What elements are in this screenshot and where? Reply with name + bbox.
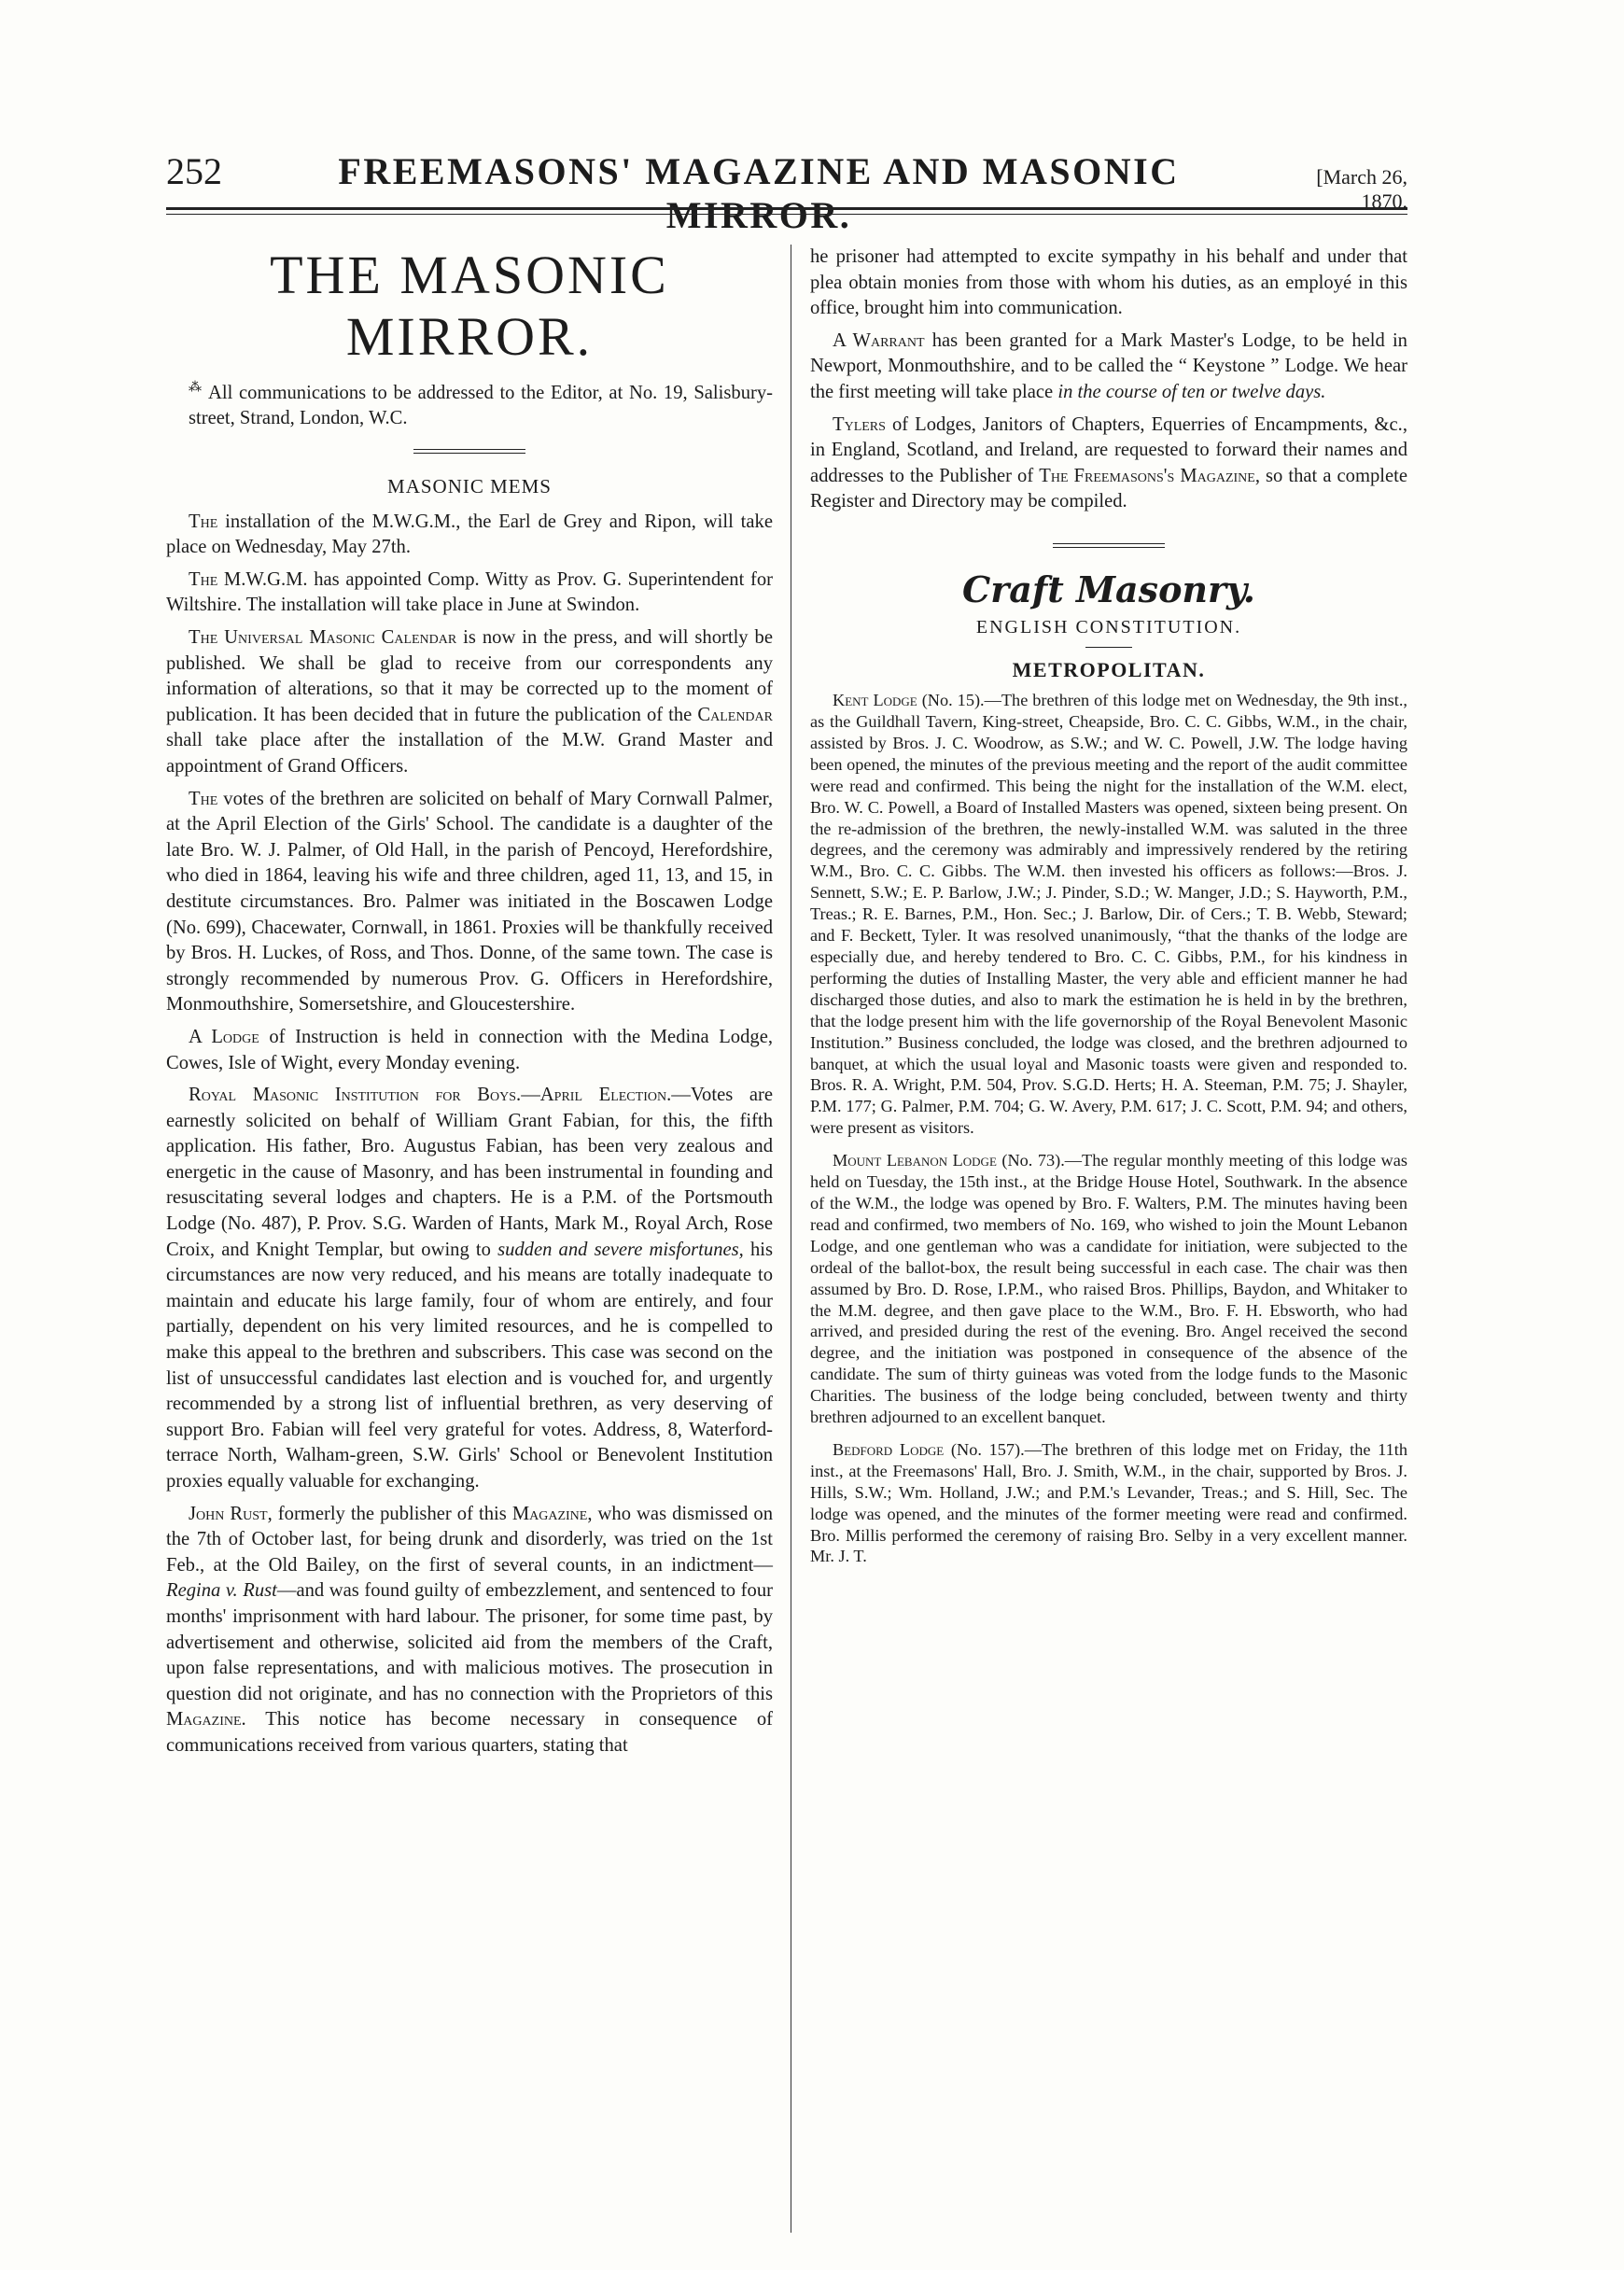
double-rule — [1053, 543, 1165, 548]
paragraph: The M.W.G.M. has appointed Comp. Witty as Prov. G. Superintendent for Wiltshire. The installation will take place in June at Swindon. — [166, 568, 773, 616]
section-title: THE MASONIC MIRROR. — [270, 245, 669, 367]
right-column — [810, 245, 1407, 1578]
short-rule — [1085, 647, 1132, 648]
craft-masonry-title: Craft Masonry. — [961, 568, 1256, 610]
paragraph: Kent Lodge (No. 15).—The brethren of this lodge met on Wednesday, the 9th inst., as the Guildhall Tavern, King-street, Cheapside, Bro. C. C. Gibbs, W.M., in the chair, assisted by Bros. J. C. Woodrow, as S.W.; and W. C. Powell, J.W. The lodge having been opened, the minutes of the previous meeting and the report of the audit committee were read and confirmed. This being the night for the installation of the W.M. elect, Bro. W. C. Powell, a Board of Installed Masters was opened, sixteen being present. On the re-admission of the brethren, the newly-installed W.M. was saluted in the three degrees, and the ceremony was admirably and impressively rendered by the retiring W.M., Bro. C. C. Gibbs. The W.M. then invested his officers as follows:—Bros. J. Sennett, S.W.; E. P. Barlow, J.W.; J. Pinder, S.D.; W. Manger, J.D.; S. Hayworth, P.M., Treas.; R. E. Barnes, P.M., Hon. Sec.; J. Barlow, Dir. of Cers.; T. B. Webb, Steward; and F. Beckett, Tyler. It was resolved unanimously, “that the thanks of the lodge are especially due, and hereby tendered to Bro. C. C. Gibbs, P.M., for his kindness in performing the duties of Installing Master, the very able and efficient manner he had discharged those duties, and also to mark the estimation he is held in by the brethren, that the lodge present him with the life governorship of the Royal Benevolent Masonic Institution.” Business concluded, the lodge was closed, and the brethren adjourned to banquet, at which the usual loyal and Masonic toasts were given and responded to. Bros. R. A. Wright, P.M. 504, Prov. S.G.D. Herts; H. A. Steeman, P.M. 75; J. Shayler, P.M. 177; G. Palmer, P.M. 704; G. W. Avery, P.M. 617; J. C. Scott, P.M. 94; and others, were present as visitors. — [810, 691, 1407, 1138]
editor-notice: ⁂ All communications to be addressed to the Editor, at No. 19, Salisbury-street, Strand, London, W.C. — [189, 381, 773, 429]
double-rule — [413, 449, 525, 454]
constitution-heading: ENGLISH CONSTITUTION. — [975, 616, 1242, 638]
magazine-title: FREEMASONS' MAGAZINE AND MASONIC MIRROR. — [338, 150, 1180, 236]
page-number: 252 — [166, 150, 222, 192]
paragraph: The votes of the brethren are solicited on behalf of Mary Cornwall Palmer, at the April Election of the Girls' School. The candidate is a daughter of the late Bro. W. J. Palmer, of Old Hall, in the parish of Pencoyd, Herefordshire, who died in 1864, leaving his wife and three children, aged 11, 13, and 15, in destitute circumstances. Bro. Palmer was initiated in the Boscawen Lodge (No. 699), Chacewater, Cornwall, in 1861. Proxies will be thankfully received by Bros. H. Luckes, of Ross, and Thos. Donne, of the same town. The case is strongly recommended by numerous Prov. G. Officers in Herefordshire, Monmouthshire, Somersetshire, and Gloucestershire. — [166, 788, 773, 1016]
lodge-reports — [810, 690, 1407, 1567]
paragraph: Royal Masonic Institution for Boys.—April Election.—Votes are earnestly solicited on behalf of William Grant Fabian, for this, the fifth application. His father, Bro. Augustus Fabian, has been very zealous and energetic in the cause of Masonry, and has been instrumental in founding and resuscitating several lodges and chapters. He is a P.M. of the Portsmouth Lodge (No. 487), P. Prov. S.G. Warden of Hants, Mark M., Royal Arch, Rose Croix, and Knight Templar, but owing to sudden and severe misfortunes, his circumstances are now very reduced, and his means are totally inadequate to maintain and educate his large family, four of whom are entirely, and four partially, dependent on his very limited resources, and he is compelled to make this appeal to the brethren and subscribers. This case was second on the list of unsuccessful candidates last election and is vouched for, and urgently recommended by a strong list of influential brethren, as very deserving of support Bro. Fabian will feel very grateful for votes. Address, 8, Waterford-terrace North, Walham-green, S.W. Girls' School or Benevolent Institution proxies equally valuable for exchanging. — [166, 1085, 773, 1492]
paragraph: Tylers of Lodges, Janitors of Chapters, Equerries of Encampments, &c., in England, Scotland, and Ireland, are requested to forward their names and addresses to the Publisher of The Freemasons's Magazine, so that a complete Register and Directory may be compiled. — [810, 413, 1407, 512]
issue-date: [March 26, 1870. — [1316, 165, 1407, 213]
asterism-icon: ⁂ — [189, 381, 203, 395]
running-header — [166, 149, 1407, 236]
paragraph: Bedford Lodge (No. 157).—The brethren of this lodge met on Friday, the 11th inst., at the Freemasons' Hall, Bro. J. Smith, W.M., in the chair, supported by Bros. J. Hills, S.W.; Wm. Holland, J.W.; and P.M.'s Levander, Treas.; and S. Hill, Sec. The lodge was opened, and the minutes of the former meeting were read and confirmed. Bro. Millis performed the ceremony of raising Bro. Selby in a very excellent manner. Mr. J. T. — [810, 1439, 1407, 1566]
paragraph-continued: he prisoner had attempted to excite sympathy in his behalf and under that plea obtain monies from those with whom his duties, as an employé in this office, brought him into communication. — [810, 246, 1407, 319]
paragraph: Mount Lebanon Lodge (No. 73).—The regular monthly meeting of this lodge was held on Tuesday, the 15th inst., at the Bridge House Hotel, Southwark. In the absence of the W.M., the lodge was opened by Bro. F. Walters, P.M. The minutes having been read and confirmed, two members of No. 169, who wished to join the Mount Lebanon Lodge, and one gentleman who was a candidate for initiation, were subjected to the ordeal of the ballot-box, the result being successful in each case. The chair was then assumed by Bro. D. Rose, I.P.M., who raised Bros. Phillips, Baydon, and Whitaker to the M.M. degree, and then gave place to the W.M., Bro. F. H. Ebsworth, who had arrived, and presided during the rest of the evening. Bro. Angel received the second degree, and the initiation was postponed in consequence of the absence of the candidate. The sum of thirty guineas was voted from the lodge funds to the Masonic Charities. The business of the lodge being concluded, between twenty and thirty brethren adjourned to an excellent banquet. — [810, 1151, 1407, 1427]
header-rule-thick — [166, 207, 1407, 210]
metropolitan-heading: METROPOLITAN. — [1012, 657, 1206, 681]
paragraph: The Universal Masonic Calendar is now in the press, and will shortly be published. We shall be glad to receive from our correspondents any information of alterations, so that it may be corrected up to the moment of publication. It has been decided that in future the publication of the Calendar shall take place after the installation of the M.W. Grand Master and appointment of Grand Officers. — [166, 627, 773, 777]
header-rule-thin — [166, 214, 1407, 215]
paragraph: A Warrant has been granted for a Mark Master's Lodge, to be held in Newport, Monmouthshire, and to be called the “ Keystone ” Lodge. We hear the first meeting will take place in the course of ten or twelve days. — [810, 329, 1407, 402]
mems-heading: MASONIC MEMS — [387, 475, 552, 498]
paragraph: A Lodge of Instruction is held in connection with the Medina Lodge, Cowes, Isle of Wight, every Monday evening. — [166, 1026, 773, 1073]
paragraph: John Rust, formerly the publisher of this Magazine, who was dismissed on the 7th of October last, for being drunk and disorderly, was tried on the 1st Feb., at the Old Bailey, on the first of several counts, in an indictment—Regina v. Rust—and was found guilty of embezzlement, and sentenced to four months' imprisonment with hard labour. The prisoner, for some time past, by advertisement and otherwise, solicited aid from the members of the Craft, upon false representations, and with malicious motives. The prosecution in question did not originate, and has no connection with the Proprietors of this Magazine. This notice has become necessary in consequence of communications received from various quarters, stating that — [166, 1503, 774, 1756]
left-column — [166, 245, 773, 1766]
paragraph: The installation of the M.W.G.M., the Earl de Grey and Ripon, will take place on Wednesday, May 27th. — [166, 511, 773, 558]
